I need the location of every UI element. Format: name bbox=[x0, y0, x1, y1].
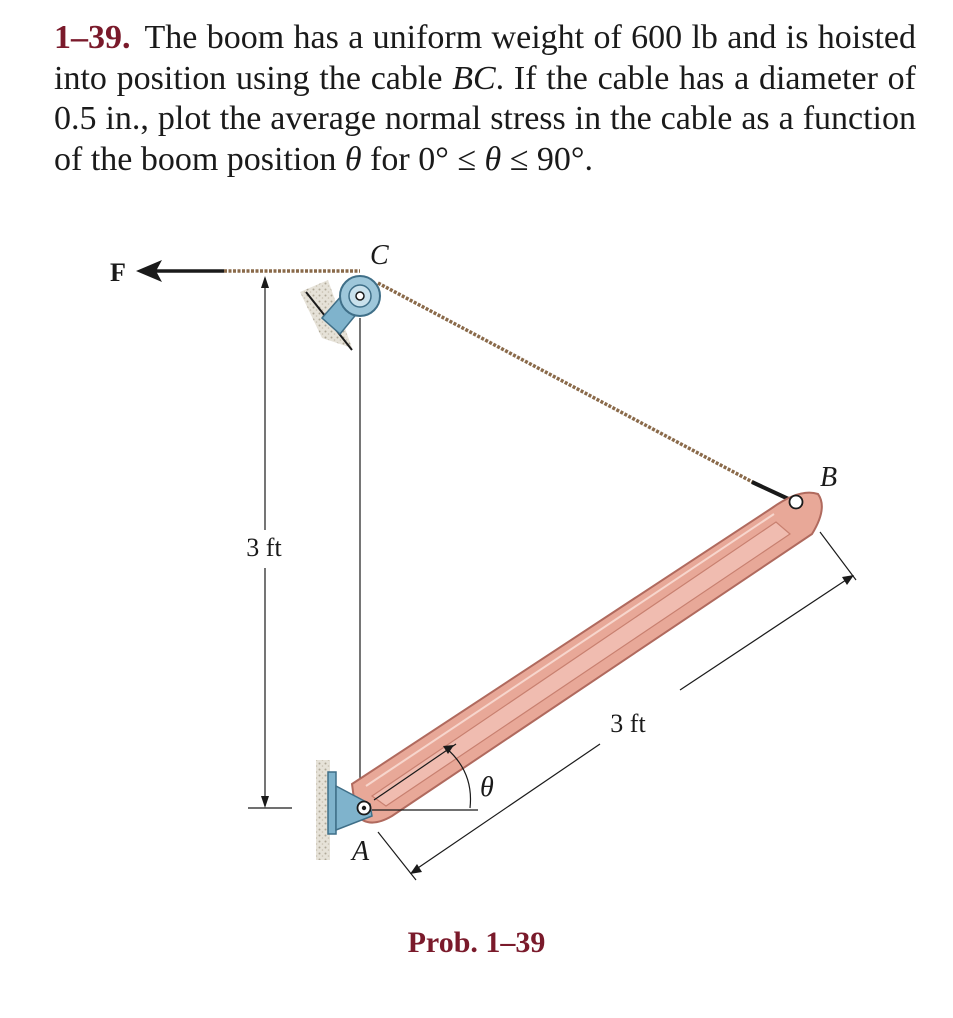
boom bbox=[352, 493, 822, 823]
problem-text-part2: . If the cable has a diameter of 0.5 in., plot the average normal stress in the cable as a function of the boom position bbox=[54, 59, 916, 178]
problem-text-part1: The boom has a uniform weight of 600 lb and is hoisted into position using the cable bbox=[54, 19, 916, 97]
boom-length-label: 3 ft bbox=[610, 709, 646, 738]
cable-name: BC bbox=[452, 59, 496, 97]
problem-number: 1–39. bbox=[54, 19, 131, 56]
pin-label: A bbox=[352, 836, 370, 867]
theta-symbol: θ bbox=[344, 140, 362, 178]
pin-wall-support bbox=[316, 760, 336, 860]
force-label: F bbox=[110, 258, 126, 287]
problem-text-part3: for 0° ≤ bbox=[361, 140, 485, 178]
vertical-dimension-label: 3 ft bbox=[246, 533, 282, 562]
angle-label: θ bbox=[480, 772, 494, 803]
pulley-label: C bbox=[370, 240, 389, 271]
boom-end-label: B bbox=[820, 462, 838, 493]
boom-length-dimension bbox=[378, 532, 856, 880]
force-arrow bbox=[136, 260, 224, 282]
theta-symbol-2: θ bbox=[484, 140, 502, 178]
cable-bc bbox=[378, 283, 760, 486]
figure-caption: Prob. 1–39 bbox=[407, 926, 546, 959]
problem-text-part4: ≤ 90°. bbox=[501, 140, 593, 178]
pulley-c bbox=[340, 276, 380, 316]
